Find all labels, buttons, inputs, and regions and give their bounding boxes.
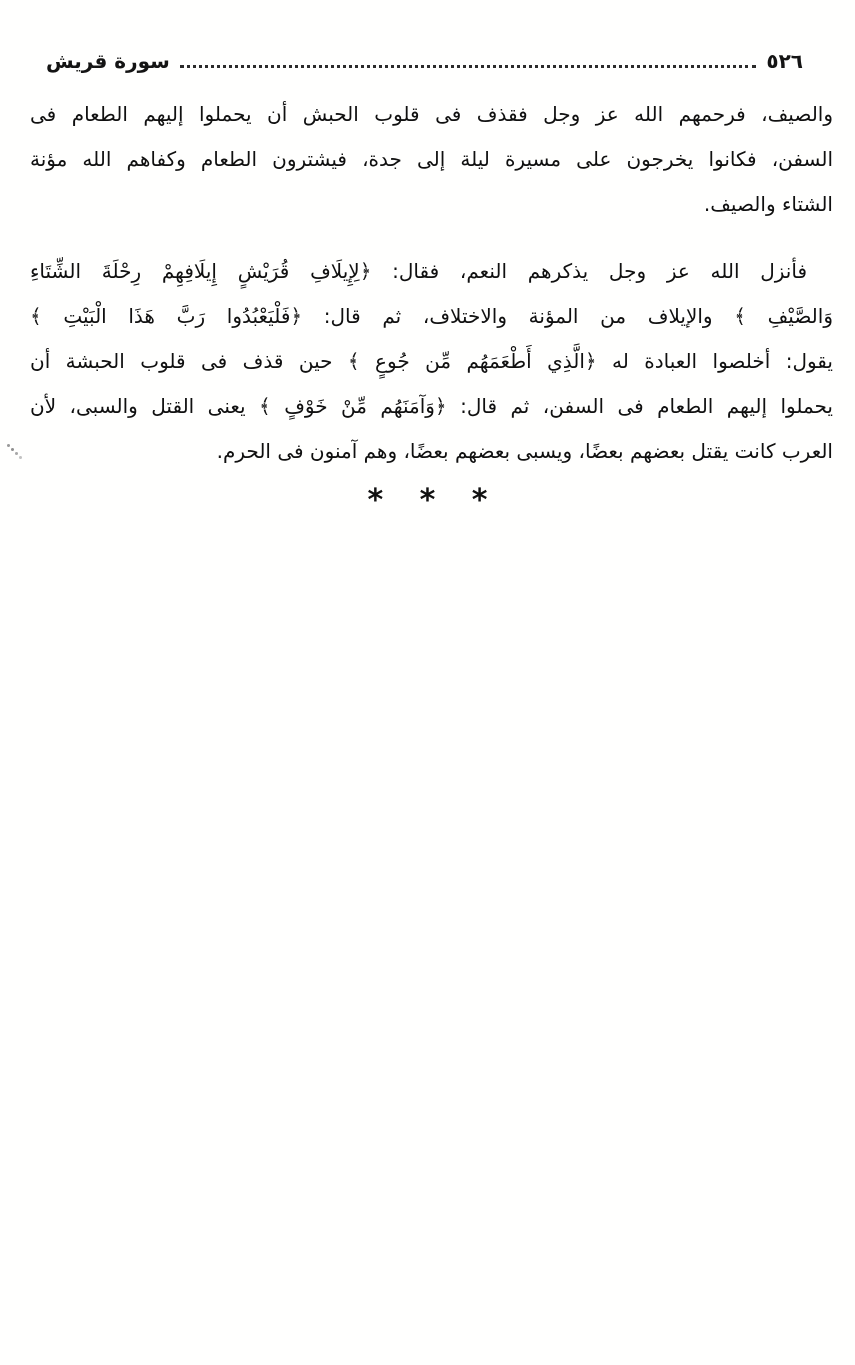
quran-quote: ﴿لِإِيلَافِ قُرَيْشٍ إِيلَافِهِمْ رِحْلَةَ الشِّتَاءِ bbox=[30, 259, 372, 283]
text-line bbox=[30, 249, 833, 294]
page-number: ٥٢٦ bbox=[766, 49, 803, 73]
text-segment: يعنى القتل والسبى، لأن bbox=[30, 394, 260, 418]
quran-quote: ﴿وَآمَنَهُم مِّنْ خَوْفٍ ﴾ bbox=[259, 394, 447, 418]
text-line bbox=[30, 182, 833, 227]
quran-quote: ﴿الَّذِي أَطْعَمَهُم مِّن جُوعٍ ﴾ bbox=[347, 349, 597, 373]
scan-artifact bbox=[7, 444, 10, 447]
text-line bbox=[30, 339, 833, 384]
text-segment: الشتاء والصيف. bbox=[703, 192, 833, 216]
text-segment: العرب كانت يقتل بعضهم بعضًا، ويسبى بعضهم بعضًا، وهم آمنون فى الحرم. bbox=[216, 439, 833, 463]
text-segment: يحملوا إليهم الطعام فى السفن، ثم قال: bbox=[446, 394, 833, 418]
section-divider: * * * bbox=[367, 483, 488, 518]
text-segment: والصيف، فرحمهم الله عز وجل فقذف فى قلوب الحبش أن يحملوا إليهم الطعام فى bbox=[30, 102, 833, 126]
text-line bbox=[30, 429, 833, 474]
body-text bbox=[0, 92, 855, 474]
page-header bbox=[0, 48, 855, 74]
text-segment: يقول: أخلصوا العبادة له bbox=[596, 349, 833, 373]
text-line bbox=[30, 384, 833, 429]
quran-quote: ﴿فَلْيَعْبُدُوا رَبَّ هَذَا الْبَيْتِ ﴾ bbox=[30, 304, 303, 328]
section-title: سورة قريش bbox=[46, 49, 170, 73]
text-line bbox=[30, 92, 833, 137]
dotted-leader bbox=[180, 65, 757, 68]
quran-quote: وَالصَّيْفِ ﴾ bbox=[734, 304, 833, 328]
text-segment: فأنزل الله عز وجل يذكرهم النعم، فقال: bbox=[371, 259, 808, 283]
text-segment: والإيلاف من المؤنة والاختلاف، ثم قال: bbox=[302, 304, 735, 328]
text-segment: حين قذف فى قلوب الحبشة أن bbox=[30, 349, 348, 373]
text-segment: السفن، فكانوا يخرجون على مسيرة ليلة إلى جدة، فيشترون الطعام وكفاهم الله مؤنة bbox=[30, 147, 833, 171]
text-line bbox=[30, 137, 833, 182]
text-line bbox=[30, 294, 833, 339]
